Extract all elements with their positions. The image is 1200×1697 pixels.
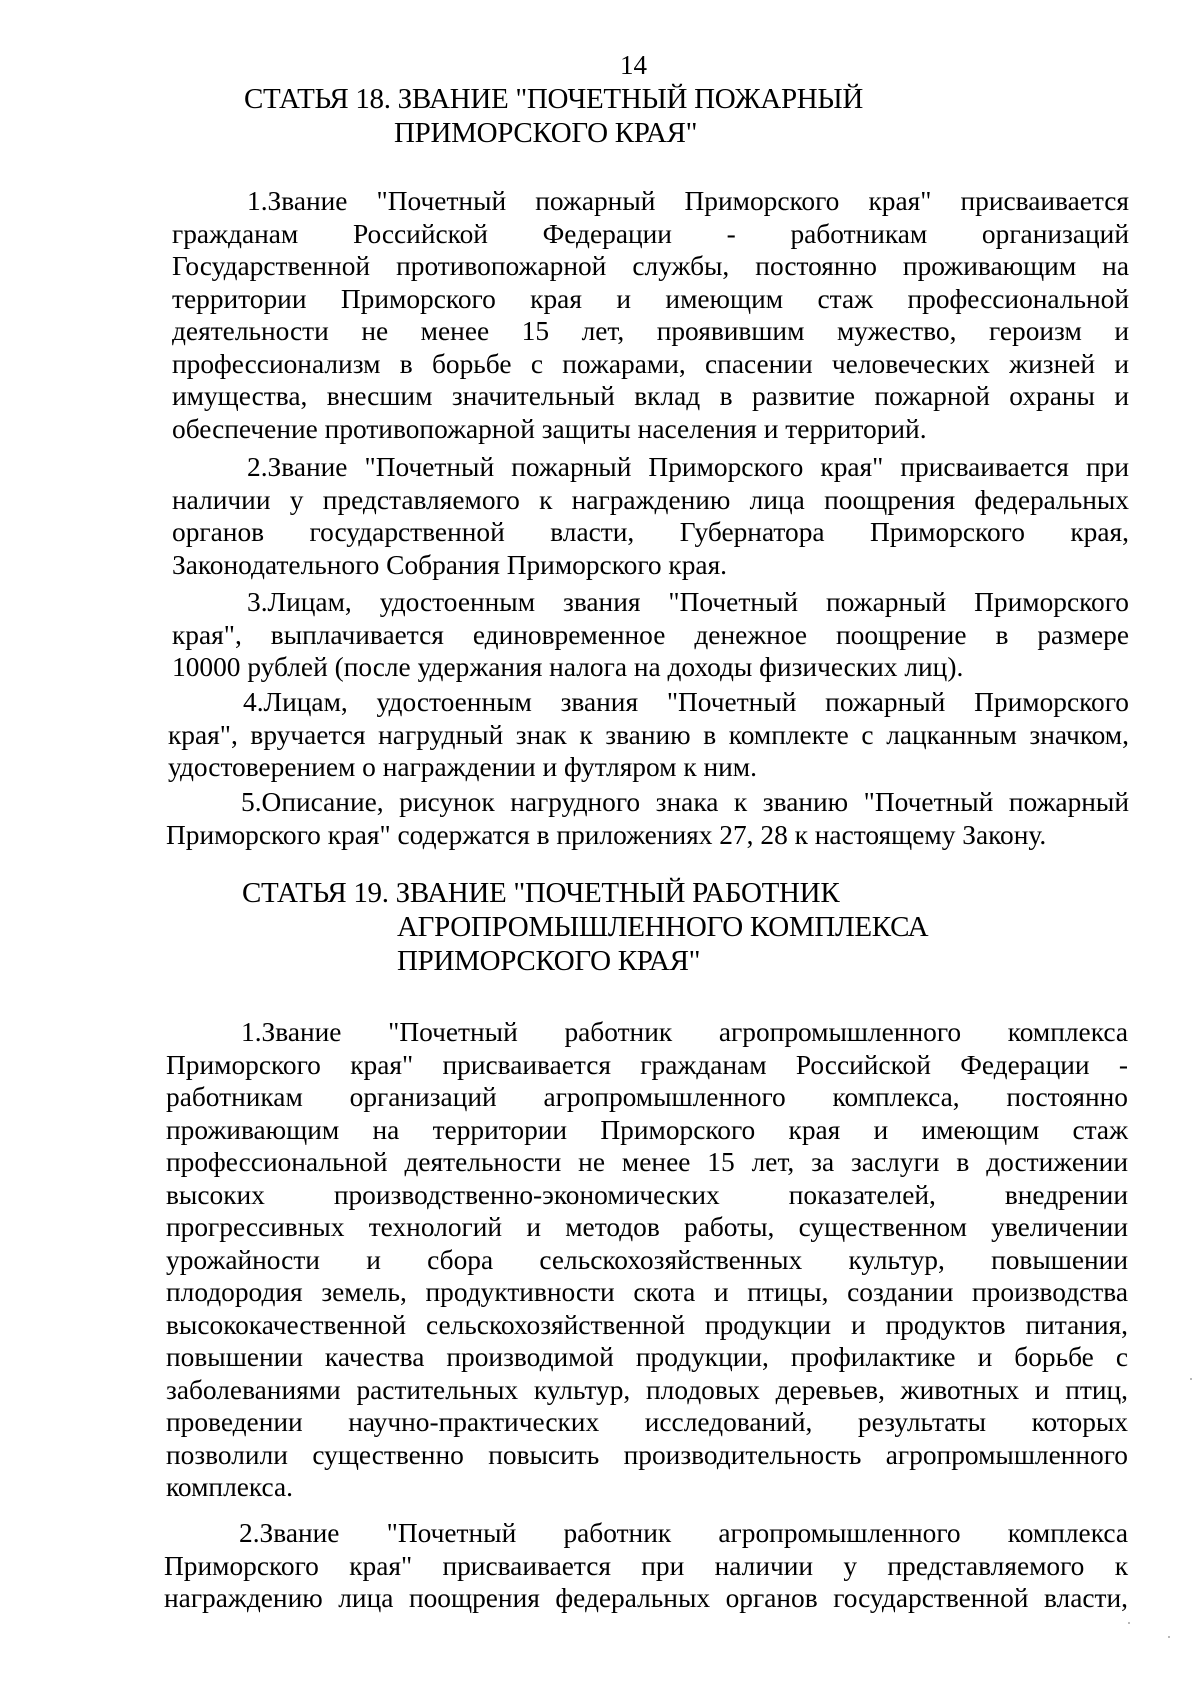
text-line: заболеваниями растительных культур, плодовых деревьев, животных и птиц,: [166, 1374, 1128, 1405]
text-line: 1.Звание "Почетный работник агропромышленного комплекса: [241, 1017, 1128, 1047]
text-line: территории Приморского края и имеющим стаж профессиональной: [172, 283, 1129, 314]
text-line: повышении качества производимой продукции, профилактике и борьбе с: [166, 1342, 1128, 1372]
text-line: края", вручается нагрудный знак к званию в комплекте с лацканным значком,: [168, 719, 1129, 750]
text-line: проведении научно-практических исследований, результаты которых: [166, 1407, 1128, 1437]
heading-line: ПРИМОРСКОГО КРАЯ": [397, 945, 701, 977]
text-line: 2.Звание "Почетный пожарный Приморского края" присваивается при: [247, 452, 1129, 482]
text-line: Приморского края" присваивается гражданам Российской Федерации -: [166, 1049, 1128, 1080]
text-line: работникам организаций агропромышленного комплекса, постоянно: [166, 1082, 1128, 1112]
article-18-paragraph-2: [172, 451, 1129, 581]
text-line: 10000 рублей (после удержания налога на доходы физических лиц).: [172, 652, 964, 682]
text-line: высококачественной сельскохозяйственной продукции и продуктов питания,: [166, 1309, 1128, 1340]
heading-line: ПРИМОРСКОГО КРАЯ": [394, 117, 698, 149]
text-line: позволили существенно повысить производительность агропромышленного: [166, 1439, 1128, 1470]
article-18-paragraph-3: [172, 586, 1129, 684]
text-line: гражданам Российской Федерации - работникам организаций: [172, 218, 1129, 249]
text-line: награждению лица поощрения федеральных органов государственной власти,: [164, 1583, 1128, 1613]
text-line: плодородия земель, продуктивности скота и птицы, создании производства: [166, 1277, 1128, 1307]
text-line: Государственной противопожарной службы, постоянно проживающим на: [172, 251, 1129, 281]
scan-artifact: [1190, 1378, 1192, 1380]
text-line: обеспечение противопожарной защиты населения и территорий.: [172, 413, 927, 444]
article-18-paragraph-4: [168, 686, 1129, 784]
text-line: имущества, внесшим значительный вклад в развитие пожарной охраны и: [172, 381, 1129, 411]
heading-line: СТАТЬЯ 19. ЗВАНИЕ "ПОЧЕТНЫЙ РАБОТНИК: [242, 877, 840, 909]
article-19-heading: [242, 876, 928, 978]
text-line: удостоверением о награждении и футляром к ним.: [168, 752, 757, 782]
text-line: высоких производственно-экономических показателей, внедрении: [166, 1179, 1128, 1210]
text-line: деятельности не менее 15 лет, проявившим мужество, героизм и: [172, 316, 1129, 346]
text-line: профессиональной деятельности не менее 15 лет, за заслуги в достижении: [166, 1147, 1128, 1177]
text-line: проживающим на территории Приморского края и имеющим стаж: [166, 1114, 1128, 1145]
article-18-paragraph-1: [172, 185, 1129, 445]
text-line: 1.Звание "Почетный пожарный Приморского края" присваивается: [247, 186, 1129, 216]
text-line: Законодательного Собрания Приморского края.: [172, 549, 728, 580]
text-line: прогрессивных технологий и методов работы, существенном увеличении: [166, 1212, 1128, 1242]
heading-line: СТАТЬЯ 18. ЗВАНИЕ "ПОЧЕТНЫЙ ПОЖАРНЫЙ: [244, 83, 864, 115]
text-line: наличии у представляемого к награждению лица поощрения федеральных: [172, 484, 1129, 515]
heading-line: АГРОПРОМЫШЛЕННОГО КОМПЛЕКСА: [397, 911, 929, 943]
text-line: урожайности и сбора сельскохозяйственных культур, повышении: [166, 1244, 1128, 1275]
text-line: 2.Звание "Почетный работник агропромышленного комплекса: [239, 1518, 1128, 1548]
text-line: профессионализм в борьбе с пожарами, спасении человеческих жизней и: [172, 348, 1129, 379]
text-line: 4.Лицам, удостоенным звания "Почетный пожарный Приморского: [243, 687, 1129, 717]
text-line: комплекса.: [166, 1472, 294, 1502]
text-line: органов государственной власти, Губернатора Приморского края,: [172, 517, 1129, 547]
scan-artifact: [1168, 1636, 1170, 1638]
article-18-heading: [244, 82, 863, 150]
text-line: 5.Описание, рисунок нагрудного знака к званию "Почетный пожарный: [241, 787, 1129, 817]
text-line: края", выплачивается единовременное денежное поощрение в размере: [172, 619, 1129, 650]
page-number: 14: [620, 50, 647, 80]
text-line: Приморского края" присваивается при наличии у представляемого к: [164, 1550, 1128, 1581]
text-line: Приморского края" содержатся в приложениях 27, 28 к настоящему Закону.: [166, 819, 1047, 850]
article-18-paragraph-5: [166, 786, 1129, 851]
text-line: 3.Лицам, удостоенным звания "Почетный пожарный Приморского: [247, 587, 1129, 617]
scan-artifact: [1128, 1622, 1130, 1624]
article-19-paragraph-2: [164, 1517, 1128, 1615]
article-19-paragraph-1: [166, 1016, 1128, 1504]
